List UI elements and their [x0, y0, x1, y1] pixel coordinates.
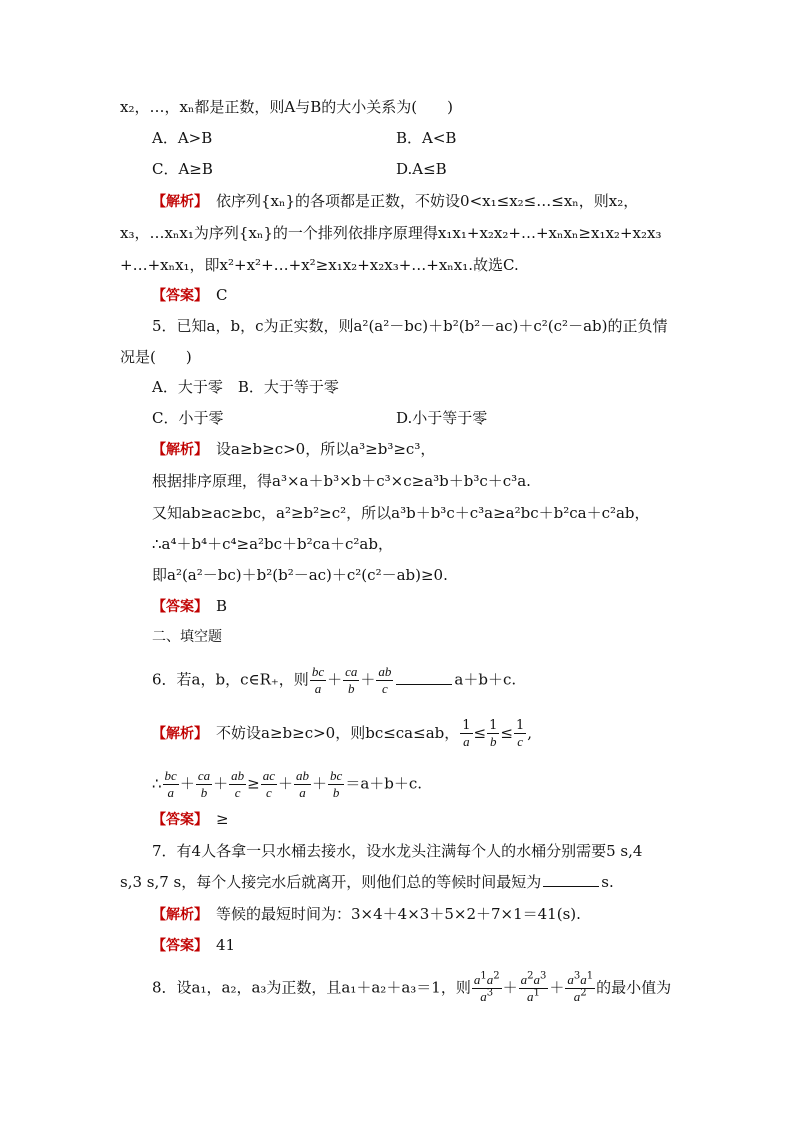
q4-analysis-line2: x₃，…xₙx₁为序列{xₙ}的一个排列依排序原理得x₁x₁+x₂x₂+…+xₙxₙ≥x₁x₂+x₂x₃ — [120, 224, 662, 242]
q6-analysis-line2: ∴ $\frac{bc}{a}$ ＋ $\frac{ca}{b}$ ＋ $\frac{ab}{c}$ ≥ $\frac{ac}{c}$ ＋ $\frac{ab}{a}$ ＋ $\frac{bc}{b}$ ＝a＋b＋c. — [152, 768, 423, 800]
answer-tag: 【答案】 — [152, 812, 201, 828]
q7-stem-line2: s,3 s,7 s，每个人接完水后就离开，则他们总的等候时间最短为 s. — [120, 873, 614, 891]
fraction: $\frac{ca}{b}$ — [197, 768, 211, 800]
q7-stem-line1: 7．有4人各拿一只水桶去接水，设水龙头注满每个人的水桶分别需要5 s,4 — [152, 842, 643, 860]
q8-stem: 8．设a₁，a₂，a₃为正数，且a₁＋a₂＋a₃＝1，则 $\frac{a^1a^2}{a^3}$ ＋ $\frac{a^2a^3}{a^1}$ ＋ $\frac{a^3a^1}{a^2}$ 的最小值为 — [152, 970, 672, 1004]
q4-analysis-line1: 【解析】 依序列{xₙ}的各项都是正数，不妨设0<x₁≤x₂≤…≤xₙ，则x₂， — [152, 192, 639, 210]
answer-blank[interactable] — [543, 872, 599, 887]
answer-blank[interactable] — [396, 670, 452, 685]
q5-stem-line1: 5．已知a，b，c为正实数，则a²(a²－bc)＋b²(b²－ac)＋c²(c²－ab)的正负情 — [152, 317, 668, 335]
q5-analysis-line5: 即a²(a²－bc)＋b²(b²－ac)＋c²(c²－ab)≥0. — [152, 566, 448, 584]
q5-analysis-line1: 【解析】 设a≥b≥c>0，所以a³≥b³≥c³， — [152, 440, 436, 458]
fraction: $\frac{ab}{c}$ — [231, 768, 245, 800]
q4-stem: x₂，…，xₙ都是正数，则A与B的大小关系为( ) — [120, 98, 453, 116]
analysis-tag: 【解析】 — [152, 194, 201, 210]
q5-analysis-line4: ∴a⁴＋b⁴＋c⁴≥a²bc＋b²ca＋c²ab， — [152, 535, 393, 553]
q4-option-c: C．A≥B — [152, 160, 213, 178]
q4-option-d: D.A≤B — [396, 160, 447, 178]
analysis-tag: 【解析】 — [152, 907, 201, 923]
q5-option-c: C．小于零 — [152, 409, 224, 427]
answer-tag: 【答案】 — [152, 288, 201, 304]
q6-stem: 6．若a，b，c∈R₊，则 $\frac{bc}{a}$ ＋ $\frac{ca}{b}$ ＋ $\frac{ab}{c}$ a＋b＋c. — [152, 664, 517, 696]
q5-analysis-line2: 根据排序原理，得a³×a＋b³×b＋c³×c≥a³b＋b³c＋c³a. — [152, 472, 531, 490]
q4-analysis-line3: +…+xₙx₁，即x²+x²+…+x²≥x₁x₂+x₂x₃+…+xₙx₁.故选C. — [120, 256, 519, 274]
fraction: $\frac{ca}{b}$ — [345, 664, 358, 696]
fraction: $\frac{1}{a}$ — [462, 718, 471, 749]
q5-option-d: D.小于等于零 — [396, 409, 488, 427]
fraction: $\frac{a^1a^2}{a^3}$ — [473, 970, 500, 1004]
analysis-tag: 【解析】 — [152, 442, 201, 458]
fraction: $\frac{1}{b}$ — [489, 718, 498, 749]
q5-analysis-line3: 又知ab≥ac≥bc，a²≥b²≥c²，所以a³b＋b³c＋c³a≥a²bc＋b²ca＋c²ab， — [152, 504, 650, 522]
q4-option-b: B．A<B — [396, 129, 457, 147]
q4-option-a: A．A>B — [152, 129, 213, 147]
fraction: $\frac{1}{c}$ — [515, 718, 525, 749]
fraction: $\frac{bc}{a}$ — [311, 664, 325, 696]
section-heading: 二、填空题 — [152, 629, 222, 645]
q7-analysis: 【解析】 等候的最短时间为：3×4＋4×3＋5×2＋7×1＝41(s). — [152, 905, 581, 923]
q5-stem-line2: 况是( ) — [120, 348, 192, 366]
q7-answer: 【答案】 41 — [152, 936, 236, 954]
fraction: $\frac{bc}{b}$ — [330, 768, 343, 800]
q6-analysis-line1: 【解析】 不妨设a≥b≥c>0，则bc≤ca≤ab， $\frac{1}{a}$ ≤ $\frac{1}{b}$ ≤ $\frac{1}{c}$ , — [152, 718, 533, 749]
q4-answer: 【答案】 C — [152, 286, 228, 304]
q5-options-ab: A．大于零 B．大于等于零 — [152, 378, 339, 396]
answer-tag: 【答案】 — [152, 599, 201, 615]
fraction: $\frac{ac}{c}$ — [262, 768, 275, 800]
q6-answer: 【答案】 ≥ — [152, 810, 229, 828]
fraction: $\frac{bc}{a}$ — [164, 768, 177, 800]
q5-answer: 【答案】 B — [152, 597, 228, 615]
analysis-tag: 【解析】 — [152, 726, 201, 742]
answer-tag: 【答案】 — [152, 938, 201, 954]
fraction: $\frac{ab}{c}$ — [378, 664, 392, 696]
fraction: $\frac{a^2a^3}{a^1}$ — [520, 970, 547, 1004]
fraction: $\frac{a^3a^1}{a^2}$ — [567, 970, 594, 1004]
fraction: $\frac{ab}{a}$ — [296, 768, 310, 800]
